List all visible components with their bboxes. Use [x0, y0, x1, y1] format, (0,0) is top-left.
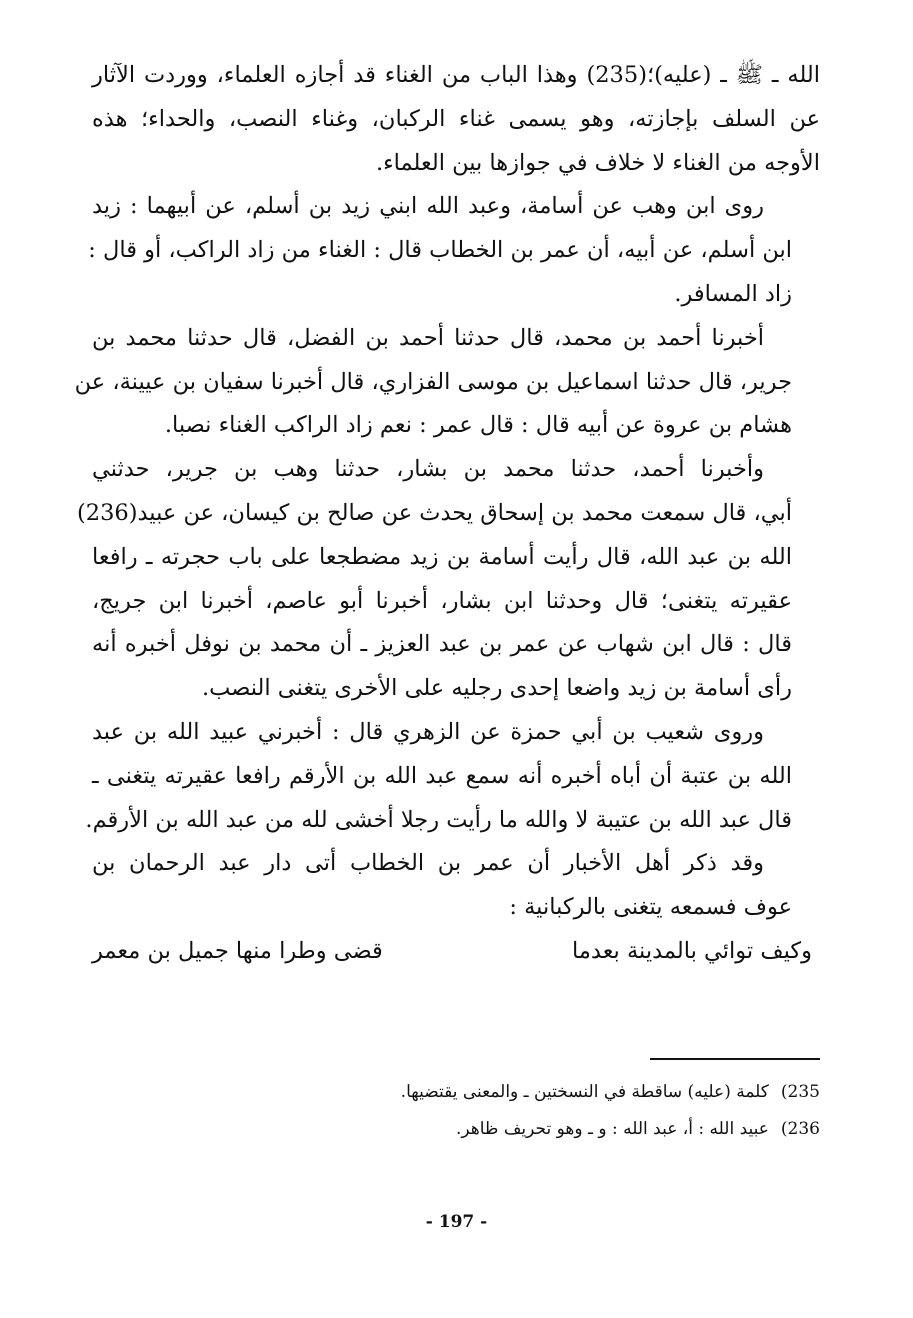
text-line: عوف فسمعه يتغنى بالركبانية : — [509, 894, 792, 921]
text-line: قال : قال ابن شهاب عن عمر بن عبد العزيز ـ أن محمد بن نوفل أخبره أنه — [92, 631, 792, 658]
paragraph-3 — [74, 317, 820, 448]
text-line: وروى شعيب بن أبي حمزة عن الزهري قال : أخبرني عبيد الله بن عبد — [92, 718, 764, 745]
text-line: الله بن عبد الله، قال رأيت أسامة بن زيد مضطجعا على باب حجرته ـ رافعا — [92, 543, 792, 570]
paragraph-4 — [76, 448, 820, 711]
text-line: الله ـ ﷺ ـ (عليه)؛(235) وهذا الباب من الغناء قد أجازه العلماء، ووردت الآثار — [92, 62, 821, 88]
text-line: أبي، قال سمعت محمد بن إسحاق يحدث عن صالح بن كيسان، عن عبيد(236) — [76, 499, 792, 526]
text-line: ابن أسلم، عن أبيه، أن عمر بن الخطاب قال : الغناء من زاد الراكب، أو قال : — [88, 237, 792, 264]
main-text — [74, 54, 821, 974]
verse-hemistich-second: قضى وطرا منها جميل بن معمر — [92, 937, 383, 964]
text-line: أخبرنا أحمد بن محمد، قال حدثنا أحمد بن الفضل، قال حدثنا محمد بن — [92, 324, 764, 351]
text-line: قال عبد الله بن عتيبة لا والله ما رأيت رجلا أخشى لله من عبد الله بن الأرقم. — [85, 806, 792, 833]
text-line: رأى أسامة بن زيد واضعا إحدى رجليه على الأخرى يتغنى النصب. — [202, 675, 792, 702]
page-number: - 197 - — [425, 1212, 488, 1232]
paragraph-2 — [88, 185, 820, 316]
text-line: الله بن عتبة أن أباه أخبره أنه سمع عبد الله بن الأرقم رافعا عقيرته يتغنى ـ — [92, 762, 792, 789]
footnotes — [92, 1074, 820, 1148]
text-line: عقيرته يتغنى؛ قال وحدثنا ابن بشار، أخبرنا أبو عاصم، أخبرنا ابن جريج، — [92, 587, 792, 614]
text-line: الأوجه من الغناء لا خلاف في جوازها بين العلماء. — [375, 149, 820, 176]
footnote-text: كلمة (عليه) ساقطة في النسختين ـ والمعنى يقتضيها. — [400, 1082, 769, 1102]
paragraph-5 — [85, 711, 820, 842]
text-line: جرير، قال حدثنا اسماعيل بن موسى الفزاري، قال أخبرنا سفيان بن عيينة، عن — [74, 368, 792, 395]
text-line: وقد ذكر أهل الأخبار أن عمر بن الخطاب أتى دار عبد الرحمان بن — [92, 850, 764, 877]
text-line: روى ابن وهب عن أسامة، وعبد الله ابني زيد بن أسلم، عن أبيهما : زيد — [92, 193, 764, 220]
footnote-number: 235) — [780, 1082, 820, 1102]
text-line: هشام بن عروة عن أبيه قال : قال عمر : نعم زاد الراكب الغناء نصبا. — [164, 412, 792, 439]
poem-verse — [92, 930, 820, 974]
footnote-235 — [92, 1074, 820, 1111]
text-line: عن السلف بإجازته، وهو يسمى غناء الركبان، وغناء النصب، والحداء؛ هذه — [92, 105, 820, 132]
paragraph-6 — [92, 842, 820, 930]
footnote-divider — [650, 1058, 820, 1060]
text-line: وأخبرنا أحمد، حدثنا محمد بن بشار، حدثنا وهب بن جرير، حدثني — [92, 456, 764, 483]
paragraph-1 — [92, 54, 820, 185]
footnote-number: 236) — [780, 1119, 820, 1139]
footnote-text: عبيد الله : أ، عبد الله : و ـ وهو تحريف ظاهر. — [455, 1119, 769, 1139]
footnote-236 — [92, 1111, 820, 1148]
text-line: زاد المسافر. — [674, 280, 792, 307]
verse-hemistich-first: وكيف توائي بالمدينة بعدما — [571, 937, 812, 964]
